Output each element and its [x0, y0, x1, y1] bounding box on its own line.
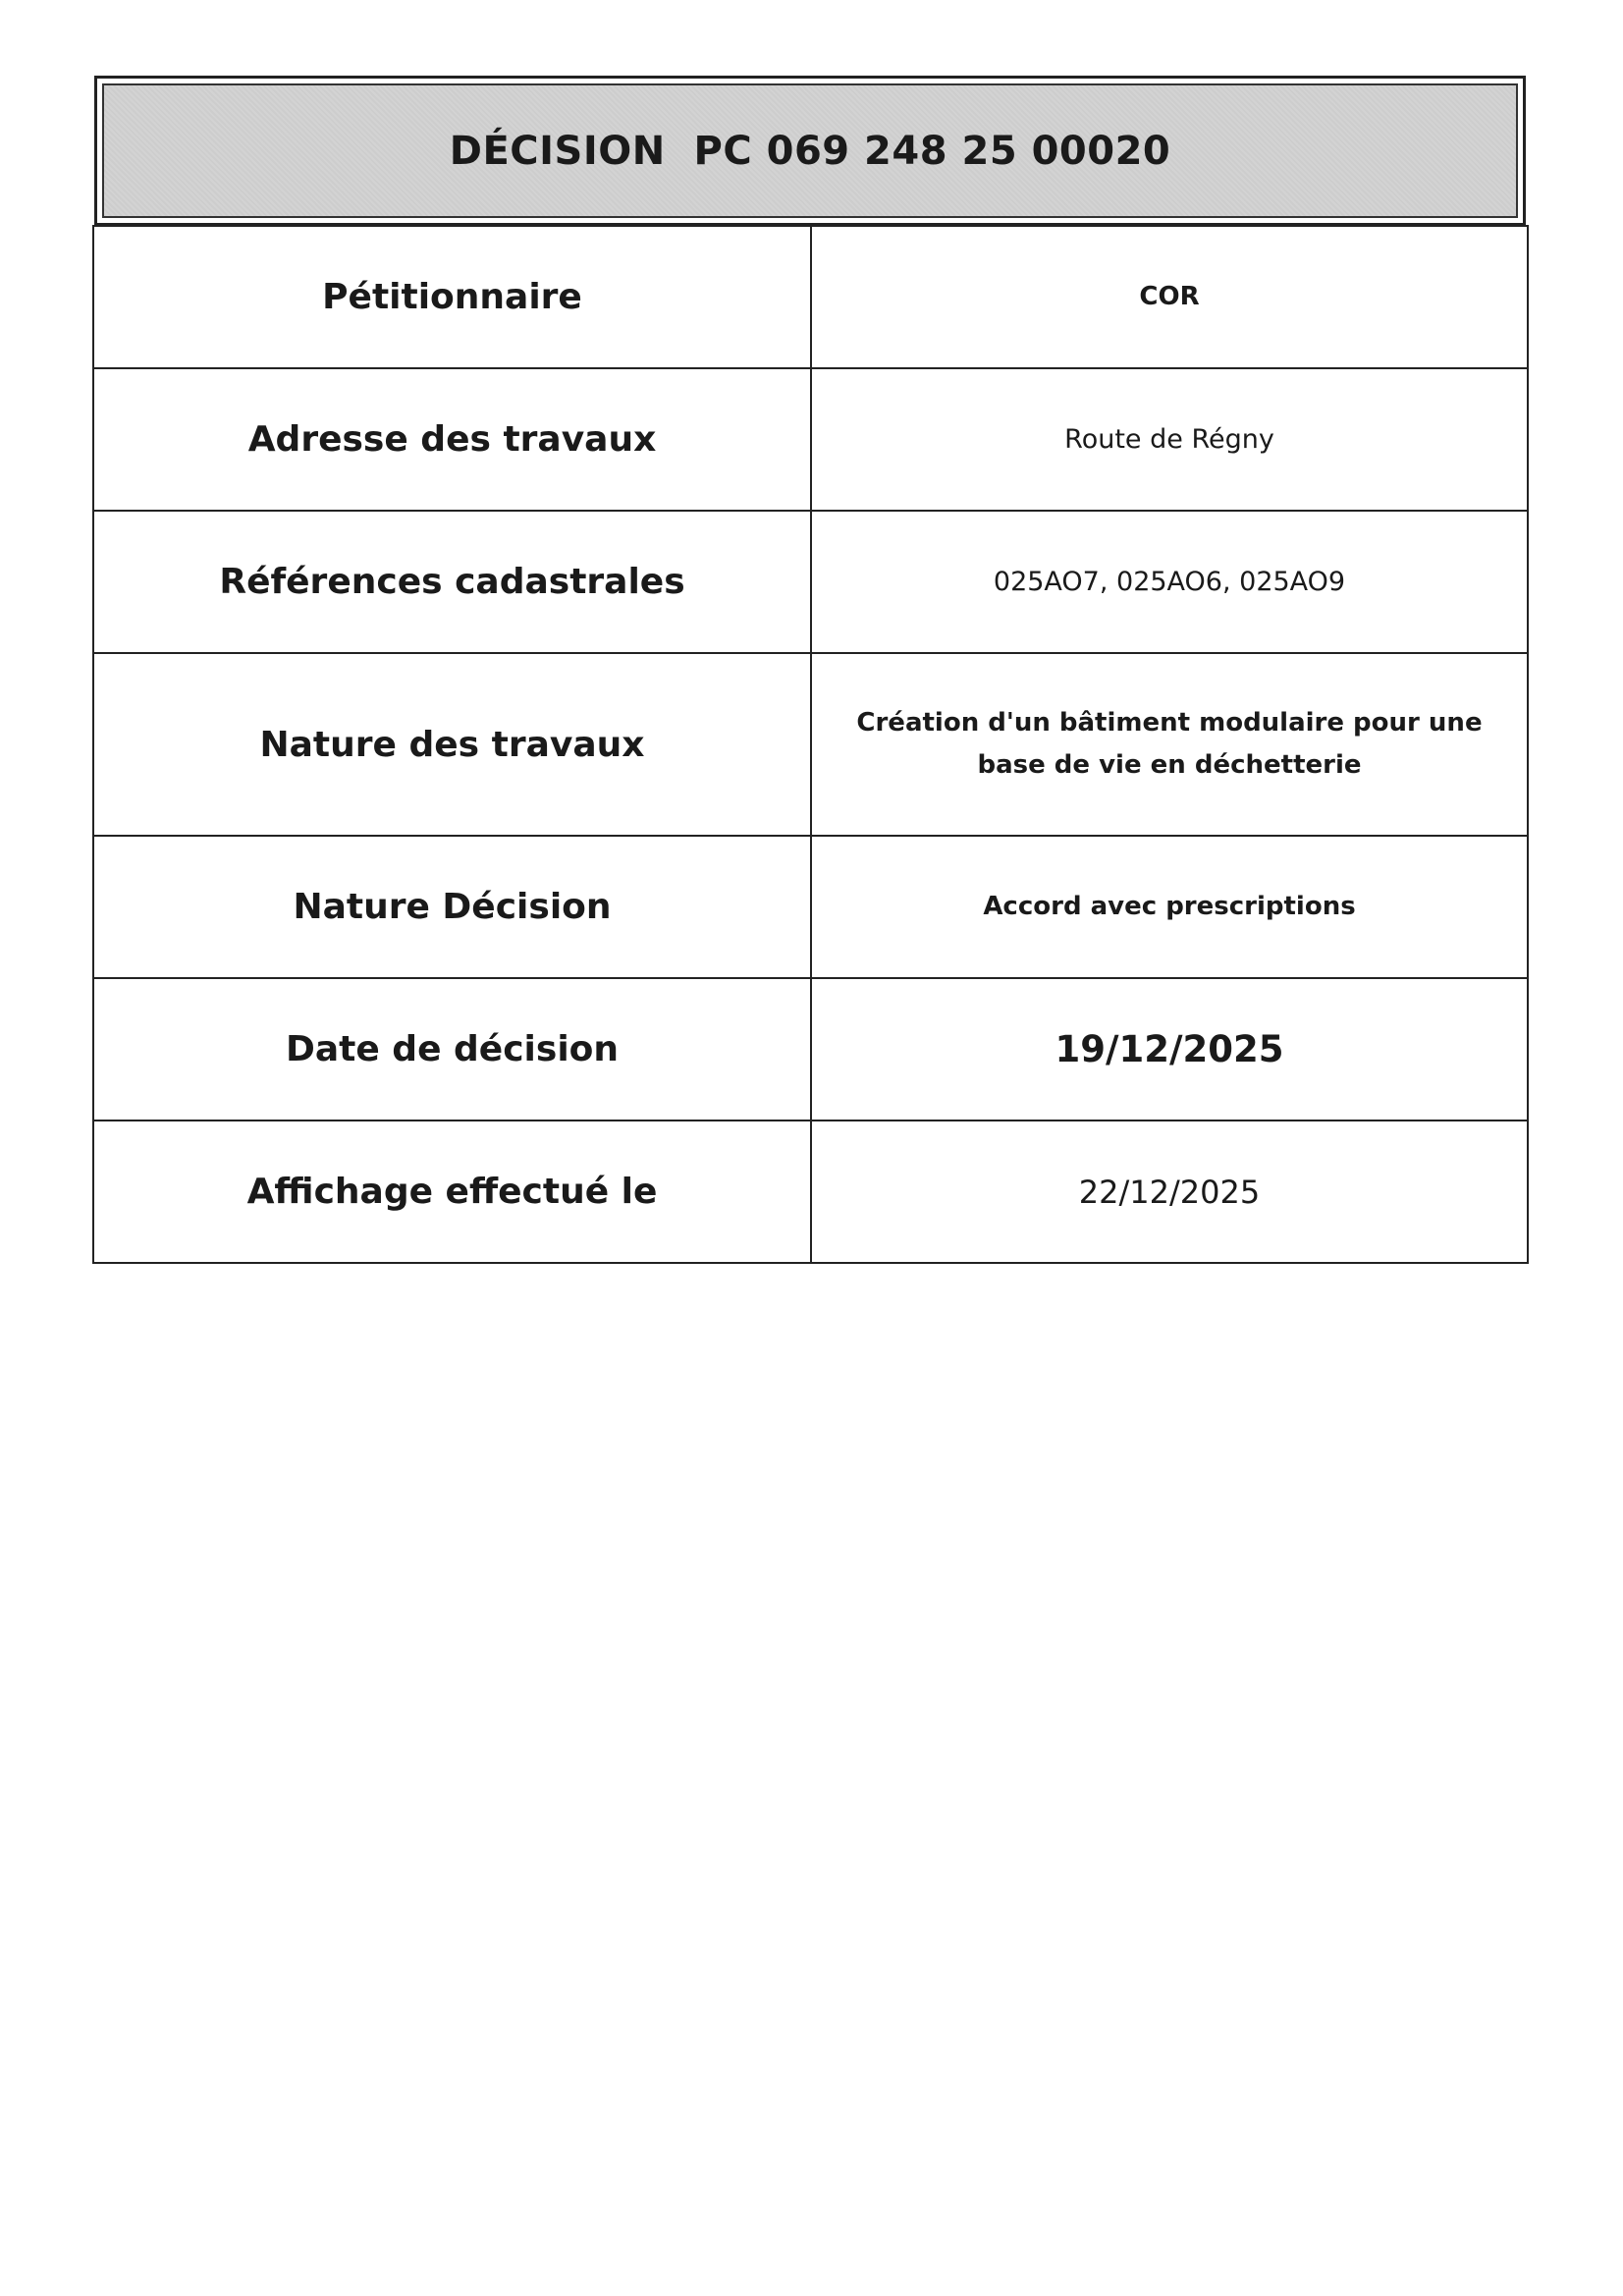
row-label-nature-travaux: Nature des travaux: [93, 653, 811, 836]
row-label-date-decision: Date de décision: [93, 978, 811, 1121]
row-label-nature-decision: Nature Décision: [93, 836, 811, 978]
row-value-affichage: 22/12/2025: [811, 1121, 1528, 1263]
table-row-date-decision: [93, 978, 1528, 1121]
decision-title: DÉCISION PC 069 248 25 00020: [449, 128, 1171, 174]
row-value-date-decision: 19/12/2025: [811, 978, 1528, 1121]
table-row-nature-decision: [93, 836, 1528, 978]
row-label-adresse: Adresse des travaux: [93, 368, 811, 511]
table-row-affichage: [93, 1121, 1528, 1263]
table-row-petitionnaire: [93, 226, 1528, 368]
decision-title-banner: [94, 76, 1526, 226]
row-value-adresse: Route de Régny: [811, 368, 1528, 511]
table-row-adresse: [93, 368, 1528, 511]
row-value-petitionnaire: COR: [811, 226, 1528, 368]
row-label-petitionnaire: Pétitionnaire: [93, 226, 811, 368]
row-value-cadastre: 025AO7, 025AO6, 025AO9: [811, 511, 1528, 653]
table-row-nature-travaux: [93, 653, 1528, 836]
table-row-cadastre: [93, 511, 1528, 653]
row-label-cadastre: Références cadastrales: [93, 511, 811, 653]
row-value-nature-decision: Accord avec prescriptions: [811, 836, 1528, 978]
row-label-affichage: Affichage effectué le: [93, 1121, 811, 1263]
decision-details-table: [92, 225, 1529, 1264]
decision-title-background: [102, 83, 1518, 218]
row-value-nature-travaux: Création d'un bâtiment modulaire pour une base de vie en déchetterie: [811, 653, 1528, 836]
